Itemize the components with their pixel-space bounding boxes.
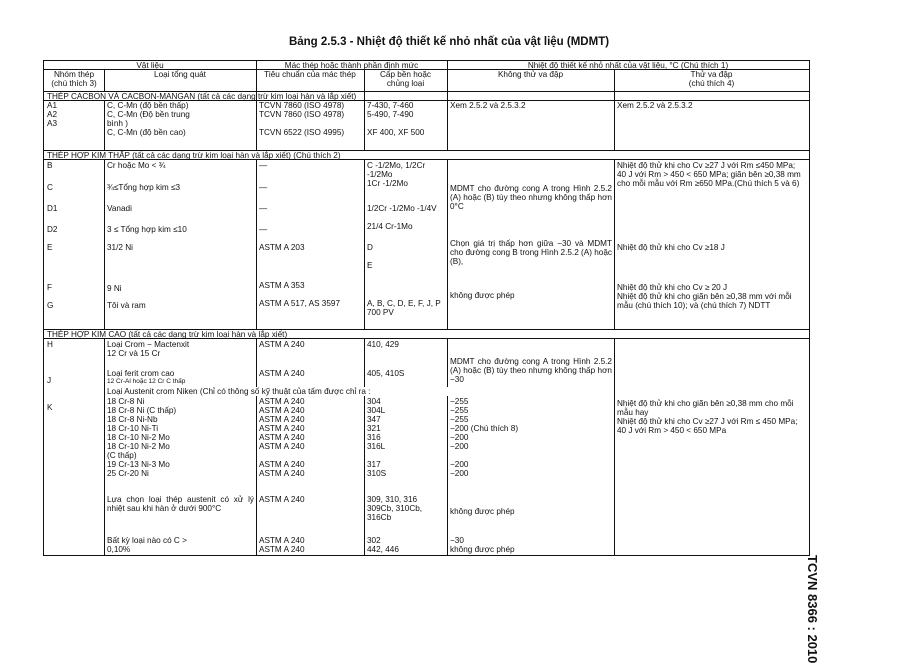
low-alloy-standard: —	[259, 161, 268, 170]
header-grade: Cấp bền hoặc chủng loại	[380, 70, 431, 88]
header-standard: Tiêu chuẩn của mác thép	[264, 70, 356, 79]
section-high-alloy: THÉP HỢP KIM CAO (tất cả các dạng trừ kim loại hàn và lắp xiết)	[47, 330, 288, 339]
any-c-untested: −30 không được phép	[450, 536, 515, 554]
high-alloy-groups: H J K	[47, 340, 53, 412]
low-alloy-standard: ASTM A 517, AS 3597	[259, 299, 341, 308]
j-grade: 405, 410S	[367, 369, 405, 378]
low-alloy-untested-2: Chọn giá trị thấp hơn giữa −30 và MDMT cho đường cong B trong Hình 2.5.2 (A) hoặc (B),	[450, 239, 612, 266]
section-low-alloy: THÉP HỢP KIM THẤP (tất cả các dạng trừ kim loại hàn và lắp xiết) (Chú thích 2)	[47, 151, 341, 160]
low-alloy-untested-3: không được phép	[450, 291, 515, 300]
carbon-groups: A1 A2 A3	[47, 101, 58, 128]
low-alloy-type: Tôi và ram	[107, 301, 146, 310]
low-alloy-standard: —	[259, 183, 268, 192]
low-alloy-group: E	[47, 243, 53, 252]
low-alloy-type: Cr hoặc Mo < ¾	[107, 161, 166, 170]
any-c-standards: ASTM A 240 ASTM A 240	[259, 536, 305, 554]
low-alloy-standard: —	[259, 225, 268, 234]
low-alloy-group: B	[47, 161, 53, 170]
carbon-grades: 7-430, 7-460 5-490, 7-490 XF 400, XF 500	[367, 101, 425, 137]
low-alloy-type: 3 ≤ Tổng hợp kim ≤10	[107, 225, 187, 234]
j-standard: ASTM A 240	[259, 369, 305, 378]
selection-standard: ASTM A 240	[259, 495, 305, 504]
carbon-tested: Xem 2.5.2 và 2.5.3.2	[617, 101, 693, 110]
low-alloy-type: 31/2 Ni	[107, 243, 133, 252]
any-c-type: Bất kỳ loại nào có C > 0,10%	[107, 536, 187, 554]
carbon-standards: TCVN 7860 (ISO 4978) TCVN 7860 (ISO 4978) TCVN 6522 (ISO 4995)	[259, 101, 345, 137]
low-alloy-tested-2: Nhiệt độ thử khi cho Cv ≥18 J	[617, 243, 725, 252]
side-code: TCVN 8366 : 2010	[805, 555, 820, 663]
low-alloy-group: F	[47, 283, 53, 292]
j-type: Loại ferit crom cao	[107, 369, 175, 378]
header-group: Nhóm thép (chú thích 3)	[51, 70, 97, 88]
low-alloy-group: D2	[47, 225, 58, 234]
header-materials: Vật liệu	[136, 61, 164, 70]
k-grades: 304 304L 347 321 316 316L 317 310S	[367, 397, 387, 478]
low-alloy-tested-3: Nhiệt độ thử khi cho Cv ≥ 20 J Nhiệt độ thử khi cho giãn bên ≥0,38 mm với mỗi mẫu (chú thích 10); và (chú thích 7) NDTT	[617, 283, 792, 310]
header-mdmt: Nhiệt độ thiết kế nhỏ nhất của vật liệu, °C (Chú thích 1)	[527, 61, 729, 70]
k-tested: Nhiệt độ thử khi cho giãn bên ≥0,38 mm cho mỗi mẫu hay Nhiệt độ thử khi cho Cv ≥27 J với Rm ≤ 450 MPa; 40 J với Rm > 450 < 650 MPa	[617, 399, 798, 435]
header-general-type: Loại tổng quát	[154, 70, 206, 79]
h-standard: ASTM A 240	[259, 340, 305, 349]
header-untested: Không thử va đập	[497, 70, 564, 79]
low-alloy-group: G	[47, 301, 54, 310]
page-title: Bảng 2.5.3 - Nhiệt độ thiết kế nhỏ nhất của vật liệu (MDMT)	[288, 36, 610, 48]
low-alloy-grade: 1/2Cr -1/2Mo -1/4V	[367, 204, 437, 213]
mdmt-table	[43, 60, 810, 556]
low-alloy-untested-1: MDMT cho đường cong A trong Hình 2.5.2 (A) hoặc (B) tùy theo nhưng không thấp hơn 0°C	[450, 184, 612, 211]
low-alloy-grade: C -1/2Mo, 1/2Cr -1/2Mo	[367, 161, 426, 179]
h-grade: 410, 429	[367, 340, 399, 349]
carbon-untested: Xem 2.5.2 và 2.5.3.2	[450, 101, 526, 110]
selection-untested: không được phép	[450, 507, 515, 516]
k-untested: −255 −255 −255 −200 (Chú thích 8) −200 −200 −200 −200	[450, 397, 519, 478]
section-carbon: THÉP CACBON VÀ CACBON-MANGAN (tất cả các dạng trừ kim loại hàn và lắp xiết)	[47, 92, 357, 101]
h-type: Loại Crom − Mactenxit 12 Cr và 15 Cr	[107, 340, 190, 358]
any-c-grades: 302 442, 446	[367, 536, 399, 554]
low-alloy-grade: A, B, C, D, E, F, J, P 700 PV	[367, 299, 441, 317]
k-types: 18 Cr-8 Ni 18 Cr-8 Ni (C thấp) 18 Cr-8 Ni-Nb 18 Cr-10 Ni-Ti 18 Cr-10 Ni-2 Mo 18 Cr-10 Ni-2 Mo (C thấp) 19 Cr-13 Ni-3 Mo 25 Cr-20 Ni	[107, 397, 177, 478]
k-standards: ASTM A 240 ASTM A 240 ASTM A 240 ASTM A 240 ASTM A 240 ASTM A 240 ASTM A 240 ASTM A 240	[259, 397, 305, 478]
header-steel-standard: Mác thép hoặc thành phần định mức	[284, 61, 419, 70]
header-tested: Thử va đập (chú thích 4)	[688, 70, 735, 88]
low-alloy-group: D1	[47, 204, 58, 213]
low-alloy-tested-1: Nhiệt độ thử khi cho Cv ≥27 J với Rm ≤450 MPa; 40 J với Rm > 450 < 650 MPa; giãn bên ≥0,38 mm cho mỗi mẫu với Rm ≥650 MPa.(Chú thích 5 và 6)	[617, 161, 801, 188]
j-note: 12 Cr-Al hoặc 12 Cr C thấp	[107, 378, 186, 385]
k-intro: Loại Austenit crom Niken (Chỉ có thông số kỹ thuật của tấm được chỉ ra :	[107, 387, 507, 396]
selection-grades: 309, 310, 316 309Cb, 310Cb, 316Cb	[367, 495, 423, 522]
low-alloy-standard: —	[259, 204, 268, 213]
selection-type: Lựa chọn loại thép austenit có xử lý nhiệt sau khi hàn ở dưới 900°C	[107, 495, 254, 513]
low-alloy-standard: ASTM A 353	[259, 281, 305, 290]
low-alloy-grade: 1Cr -1/2Mo	[367, 179, 408, 188]
low-alloy-type: 9 Ni	[107, 284, 122, 293]
low-alloy-group: C	[47, 183, 53, 192]
low-alloy-type: ¾≤Tổng hợp kim ≤3	[107, 183, 181, 192]
low-alloy-grade: D E	[367, 243, 373, 270]
low-alloy-type: Vanadi	[107, 204, 132, 213]
low-alloy-grade: 21/4 Cr-1Mo	[367, 222, 413, 231]
hj-untested: MDMT cho đường cong A trong Hình 2.5.2 (A) hoặc (B) tùy theo nhưng không thấp hơn −30	[450, 357, 612, 384]
carbon-types: C, C-Mn (độ bền thấp) C, C-Mn (Độ bền trung bình ) C, C-Mn (độ bền cao)	[107, 101, 190, 137]
low-alloy-standard: ASTM A 203	[259, 243, 305, 252]
